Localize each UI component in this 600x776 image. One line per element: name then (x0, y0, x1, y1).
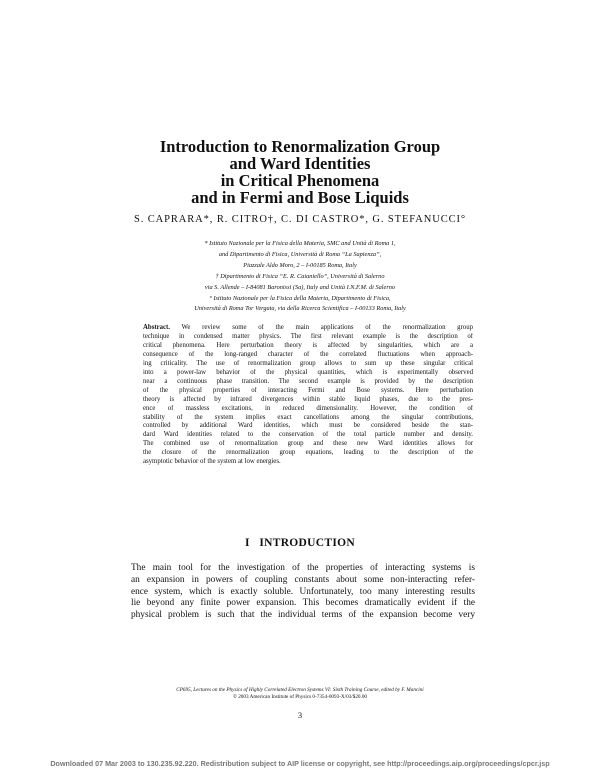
title-line: Introduction to Renormalization Group (159, 137, 441, 156)
paper-title (60, 138, 540, 206)
abstract-line: into a power-law behavior of the physical quantities, which is experimentally observed (143, 368, 473, 376)
author-list: S. CAPRARA*, R. CITRO†, C. DI CASTRO*, G. STEFANUCCI° (133, 214, 467, 225)
publication-footnote (100, 687, 500, 701)
body-line: The main tool for the investigation of the properties of interacting systems is (131, 563, 475, 573)
abstract-line: of the physical properties of interacting Fermi and Bose systems. Here perturbation (143, 386, 473, 394)
abstract-line: stability of the system implies exact cancellations among the singular contributions, (143, 413, 473, 421)
download-banner: Downloaded 07 Mar 2003 to 130.235.92.220. Redistribution subject to AIP license or copyright, see http://proceedings.aip.org/proceedings/cpcr.jsp (50, 759, 550, 768)
affiliation-line: † Dipartimento di Fisica “E. R. Caianiello”, Università di Salerno (215, 272, 385, 280)
abstract-line: controlled by additional Ward identities, which must be considered beside the stan- (143, 422, 473, 430)
introduction-body (131, 563, 475, 622)
affiliation-line: Università di Roma Tor Vergata, via della Ricerca Scientifica – I-00133 Roma, Italy (194, 305, 406, 313)
affiliation-line: via S. Allende – I-84081 Baronissi (Sa), Italy and Unità I.N.F.M. di Salerno (204, 283, 396, 291)
section-heading (0, 537, 600, 549)
body-line: physical problem is such that the individual terms of the expansion become very (131, 610, 475, 621)
affiliation-line: and Dipartimento di Fisica, Università di Roma “La Sapienza”, (218, 250, 382, 258)
abstract-line: The combined use of renormalization group and these new Ward identities allows for (143, 440, 473, 448)
abstract-line-text: We review some of the main applications of the renormalization group (170, 324, 473, 331)
abstract-line: asymptotic behavior of the system at low energies. (143, 458, 281, 466)
body-line: ence system, which is exactly soluble. Unfortunately, too many interesting results (131, 586, 475, 597)
abstract-label: Abstract. (143, 324, 170, 331)
page-number: 3 (297, 710, 303, 720)
abstract-line: the closure of the renormalization group equations, leading to the description of the (143, 449, 473, 457)
abstract-line: ence of massless excitations, in reduced dimensionality. However, the condition of (143, 404, 473, 412)
footnote-citation: CP695, Lectures on the Physics of Highly Correlated Electron Systems VI: Sixth Training Course, edited by F. Mancini (176, 687, 424, 693)
abstract-line: dard Ward identities related to the conservation of the total particle number and density. (143, 431, 473, 439)
abstract-line (143, 324, 473, 333)
affiliation-line: ° Istituto Nazionale per la Fisica della Materia, Dipartimento di Fisica, (209, 294, 391, 302)
section-title: INTRODUCTION (259, 537, 355, 549)
title-line: and Ward Identities (229, 154, 371, 173)
footnote-copyright: © 2003 American Institute of Physics 0-7354-0093-X/03/$20.00 (232, 694, 368, 701)
affiliation-line: * Istituto Nazionale per la Fisica della Materia, SMC and Unità di Roma 1, (204, 240, 396, 247)
title-line: and in Fermi and Bose Liquids (191, 188, 409, 207)
abstract-line: ing criticality. The use of renormalization group allows to sum up these singular critical (143, 359, 473, 367)
abstract-line: near a continuous phase transition. The second example is provided by the description (143, 377, 473, 385)
abstract-line: theory is affected by infrared divergences within stable liquid phases, due to the pres- (143, 395, 473, 403)
abstract-line: technique in condensed matter physics. The first relevant example is the description of (143, 332, 473, 340)
affiliation-line: Piazzale Aldo Moro, 2 – I-00185 Roma, Italy (243, 261, 357, 269)
section-number: I (245, 537, 250, 549)
body-line: an expansion in powers of coupling constants about some non-interacting refer- (131, 574, 475, 585)
abstract (143, 324, 473, 467)
abstract-line: critical phenomena. Here perturbation theory is affected by singularities, which are a (143, 341, 473, 349)
body-line: lie beyond any finite power expansion. This becomes dramatically evident if the (131, 598, 475, 609)
abstract-line: consequence of the long-ranged character of the correlated fluctuations when approach- (143, 350, 473, 358)
title-line: in Critical Phenomena (220, 171, 380, 190)
affiliations (60, 239, 540, 315)
